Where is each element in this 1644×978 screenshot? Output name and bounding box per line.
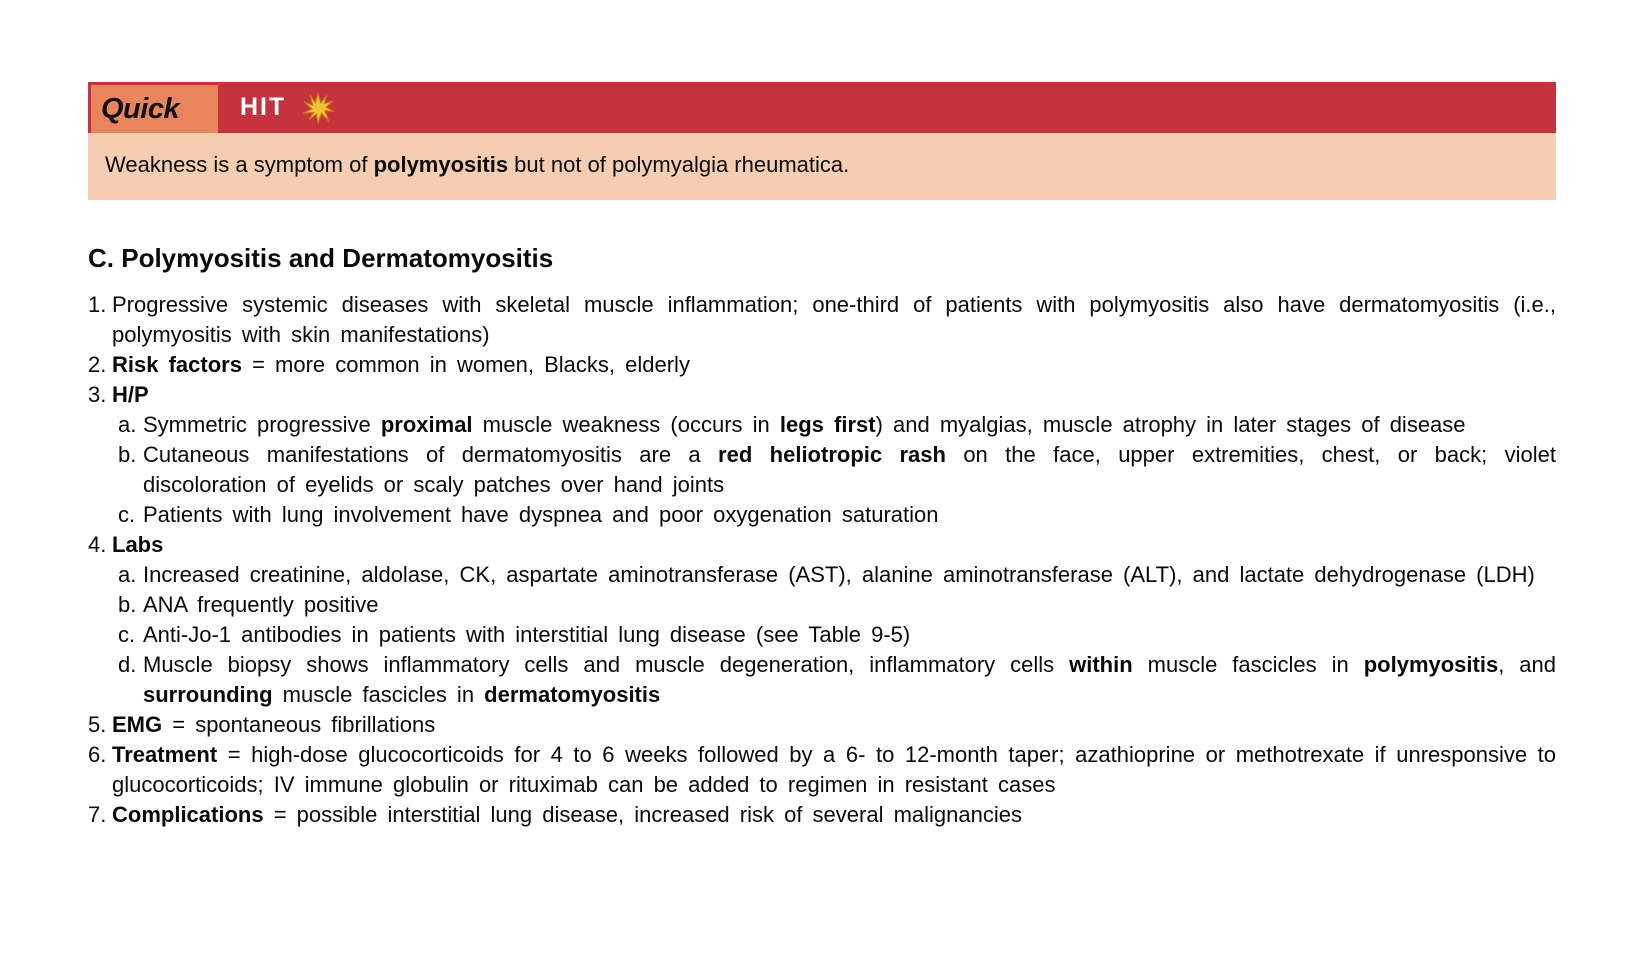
list-item-text bbox=[143, 560, 1556, 590]
list-item bbox=[88, 560, 1556, 590]
bold-text-run: red heliotropic rash bbox=[718, 442, 946, 467]
list-item bbox=[88, 530, 1556, 560]
bold-text-run: legs first bbox=[779, 412, 876, 437]
list-item bbox=[88, 350, 1556, 380]
text-run: ANA frequently positive bbox=[143, 592, 379, 617]
list-item bbox=[88, 380, 1556, 410]
list-item-text bbox=[143, 440, 1556, 500]
list-item bbox=[88, 440, 1556, 500]
bold-text-run: Labs bbox=[112, 532, 164, 557]
text-run: , and bbox=[1498, 652, 1556, 677]
list-marker: 6. bbox=[88, 742, 107, 767]
list-marker: a. bbox=[118, 562, 137, 587]
list-item-text bbox=[112, 290, 1556, 350]
text-run: Progressive systemic diseases with skeletal muscle inflammation; one-third of patients with polymyositis also have dermatomyositis (i.e., polymyositis with skin manifestations) bbox=[112, 292, 1556, 347]
quick-hit-note bbox=[88, 133, 1556, 200]
list-marker: 3. bbox=[88, 382, 107, 407]
text-run: = high-dose glucocorticoids for 4 to 6 weeks followed by a 6- to 12-month taper; azathioprine or methotrexate if unresponsive to glucocorticoids; IV immune globulin or rituximab can be added to regimen in resistant cases bbox=[112, 742, 1556, 797]
bold-text-run: within bbox=[1069, 652, 1133, 677]
text-run: on the face, upper extremities, chest, or back; violet discoloration of eyelids or scaly patches over hand joints bbox=[143, 442, 1556, 497]
quick-hit-tab bbox=[91, 85, 218, 133]
list-item bbox=[88, 710, 1556, 740]
list-item-text bbox=[112, 530, 1556, 560]
page-content bbox=[88, 82, 1556, 830]
list-item bbox=[88, 410, 1556, 440]
text-run: Patients with lung involvement have dyspnea and poor oxygenation saturation bbox=[143, 502, 939, 527]
list-item-text bbox=[112, 800, 1556, 830]
hit-label: HIT bbox=[240, 93, 287, 121]
list-marker: 4. bbox=[88, 532, 107, 557]
text-run: Anti-Jo-1 antibodies in patients with interstitial lung disease (see Table 9-5) bbox=[143, 622, 911, 647]
list-item bbox=[88, 500, 1556, 530]
text-run: = more common in women, Blacks, elderly bbox=[241, 352, 690, 377]
list-item-text bbox=[112, 350, 1556, 380]
list-marker: 1. bbox=[88, 292, 107, 317]
list-item bbox=[88, 800, 1556, 830]
text-run: muscle weakness (occurs in bbox=[472, 412, 780, 437]
bold-text-run: H/P bbox=[112, 382, 149, 407]
bold-text-run: Risk factors bbox=[112, 352, 242, 377]
list-item bbox=[88, 650, 1556, 710]
bold-text-run: polymyositis bbox=[373, 152, 509, 177]
starburst-icon bbox=[302, 82, 334, 133]
text-run: muscle fascicles in bbox=[272, 682, 485, 707]
quick-hit-header bbox=[88, 82, 1556, 133]
list-marker: 5. bbox=[88, 712, 107, 737]
list-item-text bbox=[143, 500, 1556, 530]
text-run: ) and myalgias, muscle atrophy in later stages of disease bbox=[875, 412, 1466, 437]
bold-text-run: proximal bbox=[380, 412, 473, 437]
list-item bbox=[88, 290, 1556, 350]
list-marker: b. bbox=[118, 442, 137, 467]
list-marker: 7. bbox=[88, 802, 107, 827]
list-item-text bbox=[112, 740, 1556, 800]
list-marker: b. bbox=[118, 592, 137, 617]
text-run: = possible interstitial lung disease, increased risk of several malignancies bbox=[263, 802, 1022, 827]
bold-text-run: polymyositis bbox=[1363, 652, 1499, 677]
text-run: Increased creatinine, aldolase, CK, aspartate aminotransferase (AST), alanine aminotransferase (ALT), and lactate dehydrogenase (LDH) bbox=[143, 562, 1535, 587]
quick-label: Quick bbox=[101, 92, 180, 125]
text-run: Symmetric progressive bbox=[143, 412, 381, 437]
text-run: muscle fascicles in bbox=[1132, 652, 1364, 677]
text-run: Weakness is a symptom of bbox=[105, 152, 374, 177]
list-marker: 2. bbox=[88, 352, 107, 377]
text-run: but not of polymyalgia rheumatica. bbox=[508, 152, 850, 177]
text-run: Cutaneous manifestations of dermatomyositis are a bbox=[143, 442, 719, 467]
list-item-text bbox=[143, 650, 1556, 710]
list-item-text bbox=[143, 620, 1556, 650]
bold-text-run: surrounding bbox=[143, 682, 273, 707]
list-item-text bbox=[112, 710, 1556, 740]
list-item-text bbox=[143, 410, 1556, 440]
list-item-text bbox=[112, 380, 1556, 410]
bold-text-run: EMG bbox=[112, 712, 163, 737]
list-marker: d. bbox=[118, 652, 137, 677]
list-marker: a. bbox=[118, 412, 137, 437]
list-item bbox=[88, 590, 1556, 620]
text-run: = spontaneous fibrillations bbox=[162, 712, 436, 737]
content-list bbox=[88, 290, 1556, 830]
list-marker: c. bbox=[118, 502, 136, 527]
section-heading: C. Polymyositis and Dermatomyositis bbox=[88, 243, 554, 273]
bold-text-run: Treatment bbox=[112, 742, 218, 767]
list-item-text bbox=[143, 590, 1556, 620]
list-marker: c. bbox=[118, 622, 136, 647]
quick-hit-callout bbox=[88, 82, 1556, 200]
text-run: Muscle biopsy shows inflammatory cells and muscle degeneration, inflammatory cells bbox=[143, 652, 1070, 677]
bold-text-run: Complications bbox=[112, 802, 264, 827]
list-item bbox=[88, 740, 1556, 800]
bold-text-run: dermatomyositis bbox=[484, 682, 661, 707]
list-item bbox=[88, 620, 1556, 650]
